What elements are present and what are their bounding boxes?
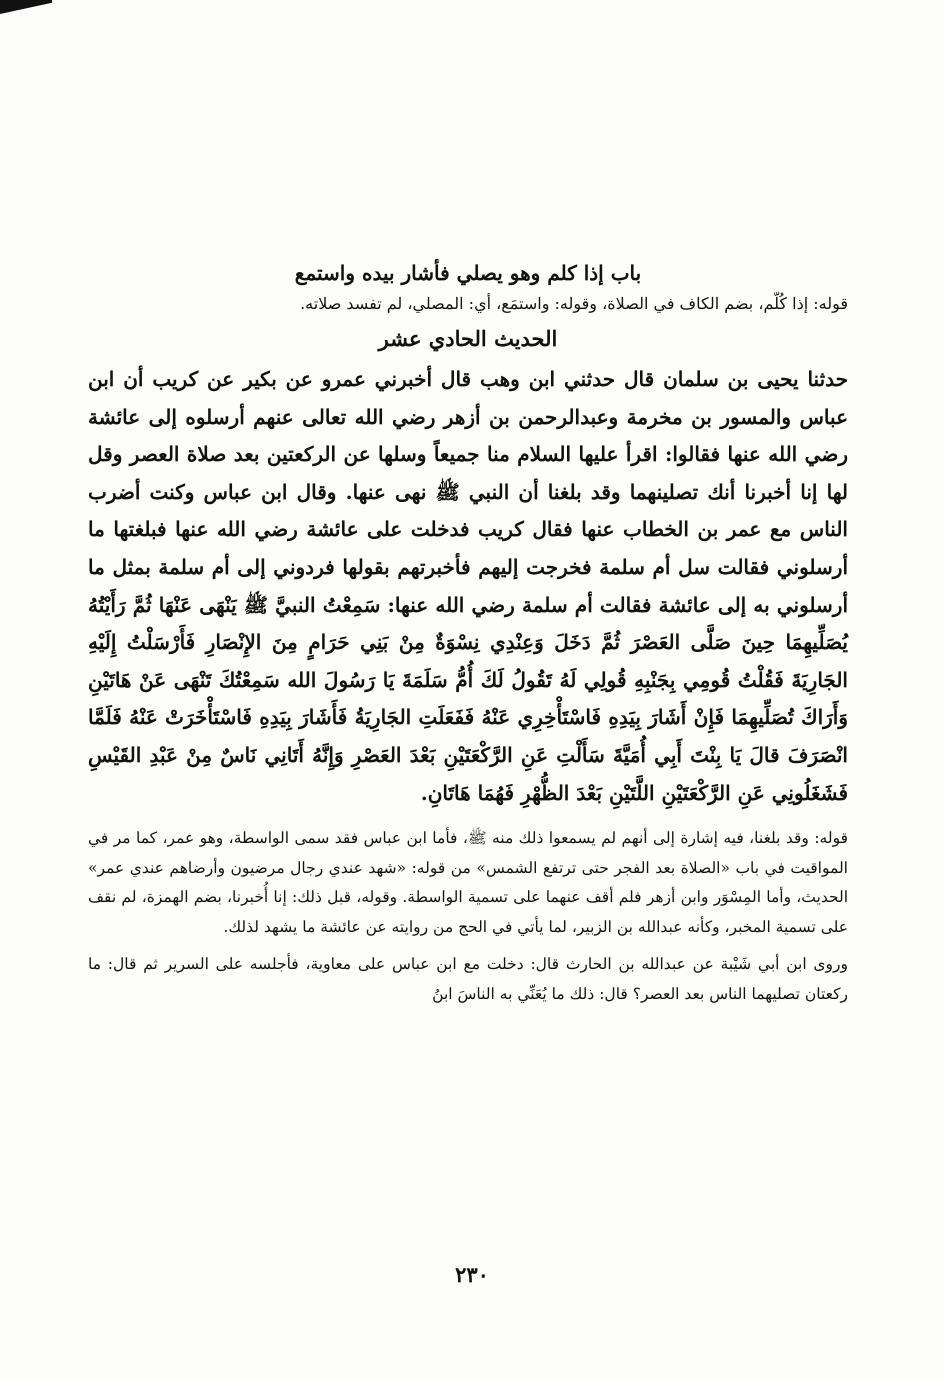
hadith-title: الحديث الحادي عشر <box>378 326 558 351</box>
hadith-narration: حدثنا يحيى بن سلمان قال حدثني ابن وهب قال أخبرني عمرو عن بكير عن كريب أن ابن عباس والمسور بن مخرمة وعبدالرحمن بن أزهر رضي الله تعالى عنهم أرسلوه إلى عائشة رضي الله عنها فقالوا: اقرأ عليها السلام منا جميعاً وسلها عن الركعتين بعد صلاة العصر وقل لها إنا أخبرنا أنك تصلينهما وقد بلغنا أن النبي ﷺ نهى عنها. وقال ابن عباس وكنت أضرب الناس مع عمر بن الخطاب عنها فقال كريب فدخلت على عائشة رضي الله عنها فبلغتها ما أرسلوني فقالت سل أم سلمة فخرجت إليهم فأخبرتهم بقولها فردوني إلى أم سلمة بمثل ما أرسلوني به إلى عائشة فقالت أم سلمة رضي الله عنها: <box>88 367 849 617</box>
hadith-text <box>88 361 848 812</box>
commentary-paragraph-1: قوله: وقد بلغنا، فيه إشارة إلى أنهم لم يسمعوا ذلك منه ﷺ، فأما ابن عباس فقد سمى الواسطة، وهو عمر، كما مر في المواقيت في باب «الصلاة بعد الفجر حتى ترتفع الشمس» من قوله: «شهد عندي رجال مرضيون وأرضاهم عندي عمر» الحديث، وأما المِسْوَر وابن أزهر فلم أقف عنهما على تسمية الواسطة. وقوله، قبل ذلك: إنا أُخبرنا، بضم الهمزة، لم نقف على تسمية المخبر، وكأنه عبدالله بن الزبير، لما يأتي في الحج من روايته عن عائشة ما يشهد لذلك. <box>88 829 848 936</box>
page-number: ٢٣٠ <box>455 1262 489 1287</box>
page-body <box>88 258 848 1009</box>
scan-corner-mark <box>0 0 52 14</box>
hadith-quote: سَمِعْتُ النبيَّ ﷺ يَنْهَى عَنْهَا ثُمَّ رَأَيْتُهُ يُصَلِّيهِمَا حِينَ صَلَّى العَصْرَ ثُمَّ دَخَلَ وَعِنْدِي نِسْوَةٌ مِنْ بَنِي حَرَامٍ مِنَ الإِنْصَارِ فَأَرْسَلْتُ إِلَيْهِ الجَارِيَةَ فَقُلْتُ قُومِي بِجَنْبِهِ قُولِي لَهُ تَقُولُ لَكَ أُمُّ سَلَمَةَ يَا رَسُولَ الله سَمِعْتُكَ تَنْهَى عَنْ هَاتَيْنِ وَأَرَاكَ تُصَلِّيهِمَا فَإِنْ أَشَارَ بِيَدِهِ فَاسْتَأْخِرِي عَنْهُ فَفَعَلَتِ الجَارِيَةُ فَأَشَارَ بِيَدِهِ فَاسْتَأْخَرَتْ عَنْهُ فَلَمَّا انْصَرَفَ قالَ يَا بِنْتَ أَبِي أُمَيَّةَ سَأَلْتِ عَنِ الرَّكْعَتَيْنِ بَعْدَ العَصْرِ وَإِنَّهُ أَتَانِي نَاسٌ مِنْ عَبْدِ القَيْسِ فَشَغَلُونِي عَنِ الرَّكْعَتَيْنِ اللَّتَيْنِ بَعْدَ الظُّهْرِ فَهُمَا هَاتَانِ. <box>88 592 848 805</box>
chapter-note: قوله: إذا كُلّم، بضم الكاف في الصلاة، وقوله: واستمَع، أي: المصلي، لم تفسد صلاته. <box>300 294 848 313</box>
chapter-title: باب إذا كلم وهو يصلي فأشار بيده واستمع <box>294 261 642 285</box>
commentary-paragraph-2: وروى ابن أبي شَيْبة عن عبدالله بن الحارث قال: دخلت مع ابن عباس على معاوية، فأجلسه على السرير ثم قال: ما ركعتان تصليهما الناس بعد العصر؟ قال: ذلك ما يُعَنِّي به الناسَ ابنُ <box>88 955 848 1003</box>
